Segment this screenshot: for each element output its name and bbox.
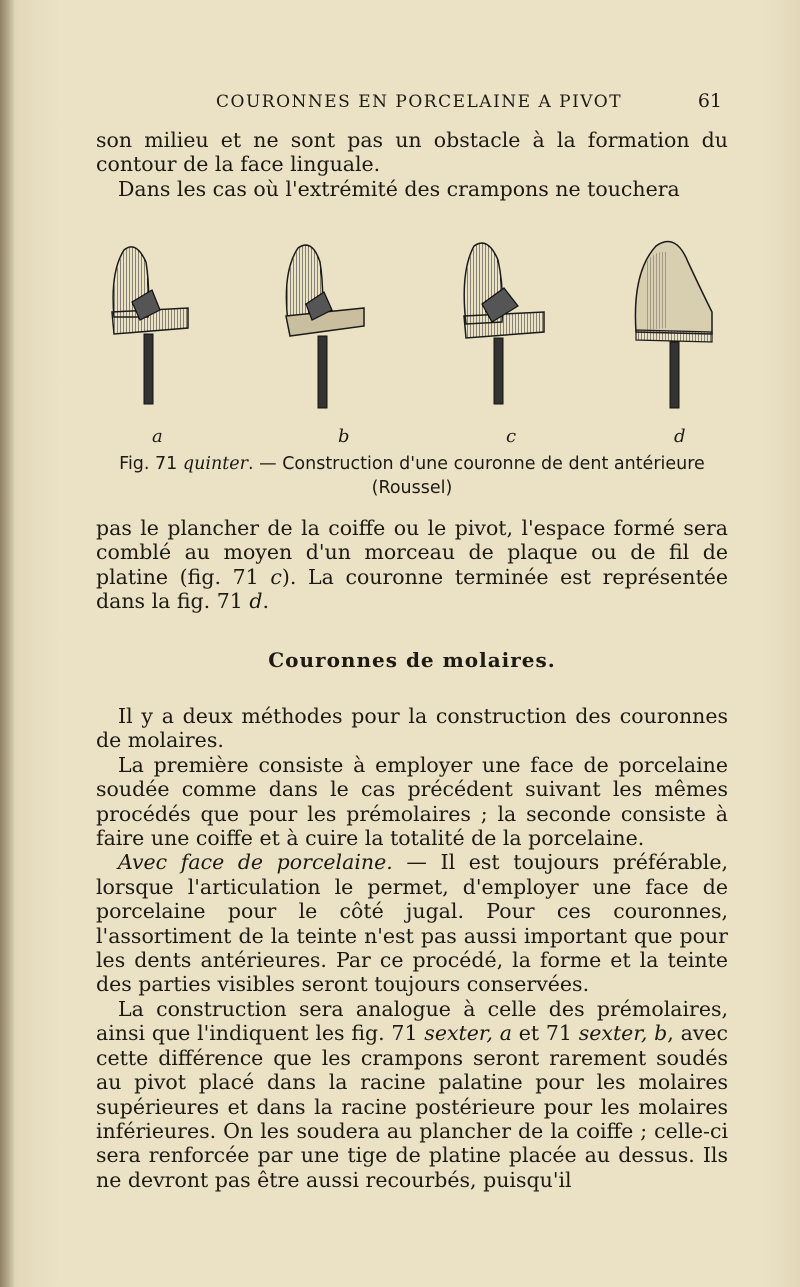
paragraph-figure-reference: [96, 516, 728, 614]
construction-text-a: La construction sera analogue à celle des prémolaires, ainsi que l'indiquent les fig. 71: [96, 996, 728, 1046]
construction-text-c: , avec cette différence que les crampons seront rarement soudés au pivot placé dans la racine palatine pour les molaires supérieures et dans la racine postérieure pour les molaires inférieures. On les soudera au plancher de la coiffe ; celle-ci sera renforcée par une tige de platine placée au dessus. Ils ne devront pas être aussi recourbés, puisqu'il: [96, 1021, 728, 1192]
tooth-crown-illustration-b: [272, 232, 382, 417]
figure-label-c: c: [506, 426, 517, 447]
caption-ref: quinter: [182, 454, 248, 474]
paragraph-methods: Il y a deux méthodes pour la construction des couronnes de molaires.: [96, 704, 728, 753]
section-body: [96, 704, 728, 1192]
tooth-crown-illustration-a: [102, 232, 212, 417]
paragraph-continuation: son milieu et ne sont pas un obstacle à la formation du contour de la face linguale.: [96, 128, 728, 177]
figure-label-d: d: [674, 426, 686, 447]
page-number: 61: [697, 90, 722, 112]
page-spine-shadow: [0, 0, 14, 1287]
paragraph-porcelain-face: [96, 850, 728, 996]
section-heading: Couronnes de molaires.: [268, 648, 556, 672]
tooth-crown-illustration-c: [452, 232, 562, 417]
figure-label-a: a: [152, 426, 163, 447]
caption-prefix: Fig. 71: [119, 454, 183, 474]
text-part-a: pas le plancher de la coiffe ou le pivot, l'espace formé sera comblé au moyen d'un morceau de plaque ou de fil de platine (fig. 71: [96, 516, 728, 589]
figure-ref-d: d: [249, 589, 263, 614]
paragraph-construction: [96, 997, 728, 1192]
paragraph-middle: [96, 516, 728, 614]
porcelain-face-text: — Il est toujours préférable, lorsque l'articulation le permet, d'employer une face de porcelaine pour le côté jugal. Pour ces couronnes, l'assortiment de la teinte n'est pas aussi important que pour les dents antérieures. Par ce procédé, la forme et la teinte des parties visibles seront toujours conservées.: [96, 850, 728, 997]
paragraph-first-method: La première consiste à employer une face de porcelaine soudée comme dans le cas précédent suivant les mêmes procédés que pour les prémolaires ; la seconde consiste à faire une coiffe et à cuire la totalité de la porcelaine.: [96, 752, 728, 851]
paragraph-top: [96, 128, 728, 201]
construction-text-b: et 71: [511, 1021, 579, 1046]
paragraph-start: Dans les cas où l'extrémité des crampons ne touchera: [118, 176, 680, 201]
figure-ref-c: c: [270, 564, 282, 589]
figure-label-b: b: [338, 426, 350, 447]
figure-ref-sexter-b: sexter, b: [578, 1021, 668, 1046]
running-header: [96, 88, 726, 118]
running-title: COURONNES EN PORCELAINE A PIVOT: [216, 92, 623, 112]
text-part-c: .: [262, 589, 269, 614]
subheading-porcelain-face: Avec face de porcelaine.: [118, 850, 393, 875]
figure-caption: [96, 452, 728, 500]
caption-text: . — Construction d'une couronne de dent antérieure (Roussel): [248, 454, 705, 498]
figure-71-quinter: [96, 232, 728, 447]
text-part-b: ). La couronne terminée est représentée dans la fig. 71: [96, 564, 728, 614]
tooth-crown-illustration-d: [626, 232, 736, 417]
figure-ref-sexter-a: sexter, a: [424, 1021, 512, 1046]
